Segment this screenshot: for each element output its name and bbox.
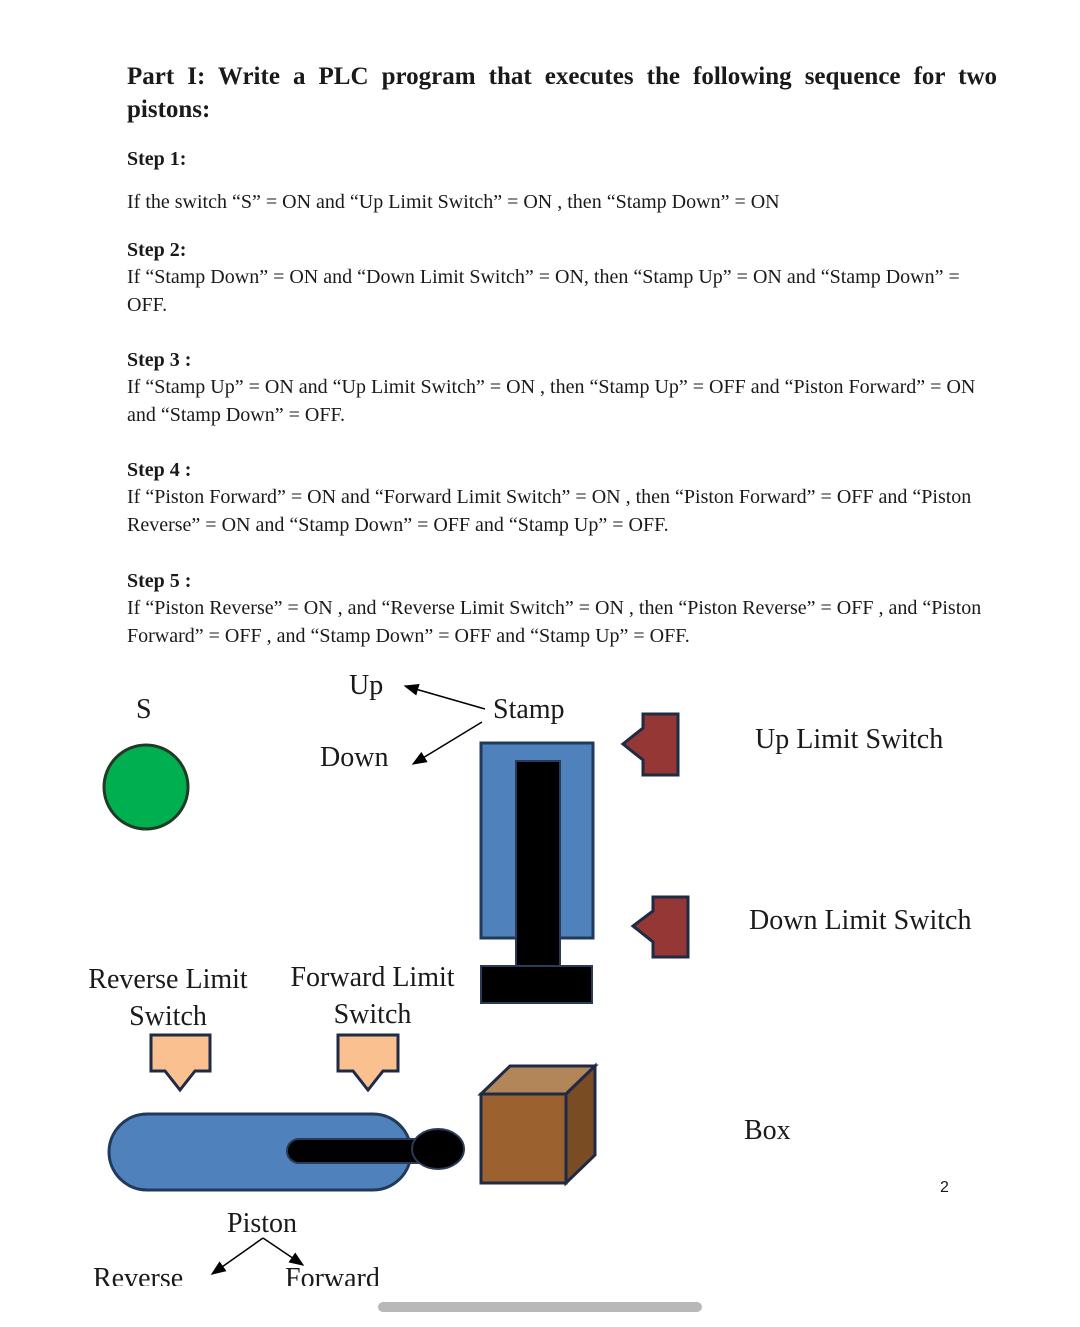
page-title: Part I: Write a PLC program that executes the following sequence for two pistons:: [127, 63, 997, 123]
step-heading: Step 1:: [127, 148, 187, 170]
piston-head: [412, 1129, 464, 1169]
step-text: If “Stamp Down” = ON and “Down Limit Switch” = ON, then “Stamp Up” = ON and “Stamp Down” = OFF.: [127, 266, 960, 316]
down-limit-switch-label: Down Limit Switch: [749, 905, 972, 936]
piston-label: Piston: [227, 1208, 298, 1239]
box-icon: [481, 1066, 595, 1183]
page-number: 2: [940, 1179, 949, 1196]
stamp-head: [481, 966, 592, 1003]
up-label: Up: [349, 670, 384, 701]
up-arrow: [405, 686, 485, 709]
step-text: If “Piston Reverse” = ON , and “Reverse Limit Switch” = ON , then “Piston Reverse” = OFF , and “Piston Forward” = OFF , and “Stamp Down” = OFF and “Stamp Up” = OFF.: [127, 597, 982, 647]
step-heading: Step 5 :: [127, 570, 192, 592]
forward-label: Forward: [285, 1263, 380, 1286]
step-text: If “Stamp Up” = ON and “Up Limit Switch” = ON , then “Stamp Up” = OFF and “Piston Forward” = ON and “Stamp Down” = OFF.: [127, 376, 976, 426]
down-label: Down: [320, 742, 389, 773]
up-limit-switch-label: Up Limit Switch: [755, 724, 944, 755]
stamp-label: Stamp: [493, 694, 565, 725]
step-text: If the switch “S” = ON and “Up Limit Switch” = ON , then “Stamp Down” = ON: [127, 191, 780, 213]
down-limit-switch-icon: [633, 897, 688, 957]
up-limit-switch-icon: [623, 714, 678, 775]
switch-s-button[interactable]: [104, 745, 188, 829]
reverse-label: Reverse: [93, 1263, 184, 1286]
reverse-limit-switch-icon: [151, 1035, 210, 1090]
step-heading: Step 2:: [127, 239, 187, 261]
box-label: Box: [744, 1115, 791, 1146]
step-heading: Step 3 :: [127, 349, 192, 371]
stamp-rod: [516, 761, 560, 971]
step-heading: Step 4 :: [127, 459, 192, 481]
home-indicator-bar[interactable]: [378, 1302, 702, 1312]
switch-s-label: S: [136, 694, 152, 725]
reverse-limit-switch-label: Reverse Limit Switch: [88, 964, 248, 1032]
forward-limit-switch-label: Forward Limit Switch: [290, 962, 455, 1030]
forward-limit-switch-icon: [338, 1035, 398, 1090]
down-arrow: [413, 722, 482, 764]
step-text: If “Piston Forward” = ON and “Forward Limit Switch” = ON , then “Piston Forward” = OFF and “Piston Reverse” = ON and “Stamp Down” = OFF and “Stamp Up” = OFF.: [127, 486, 972, 536]
reverse-arrow: [212, 1238, 263, 1274]
forward-arrow: [263, 1238, 303, 1265]
